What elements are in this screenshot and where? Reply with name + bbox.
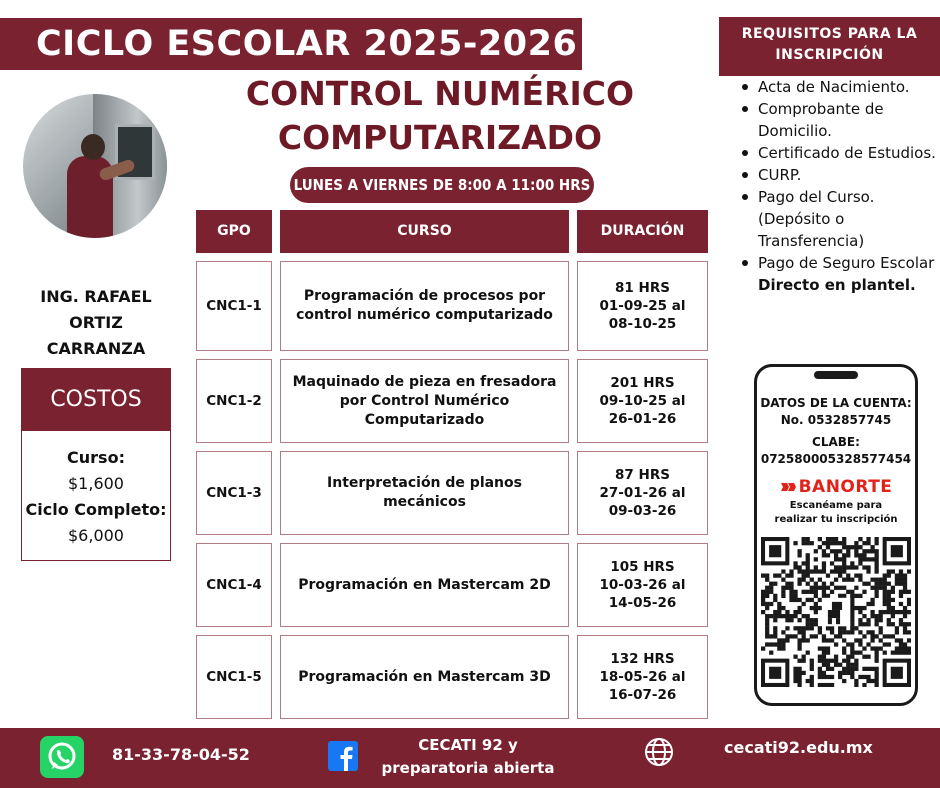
table-row-duration [577, 261, 708, 351]
costs-title: COSTOS [22, 369, 170, 431]
duration-from: 10-03-26 al [599, 577, 686, 593]
list-item: CURP. [738, 164, 938, 186]
course-title [220, 72, 660, 160]
table-header-curso: CURSO [280, 210, 569, 253]
costs-body [22, 431, 170, 549]
list-item: Comprobante de Domicilio. [738, 98, 938, 142]
clabe-block [757, 434, 915, 468]
table-row-gpo: CNC1-1 [196, 261, 272, 351]
schedule-pill: LUNES A VIERNES DE 8:00 A 11:00 HRS [290, 167, 594, 203]
duration-from: 27-01-26 al [599, 485, 686, 501]
duration-to: 09-03-26 [608, 503, 677, 519]
table-row-duration [577, 635, 708, 719]
table-row-curso: Interpretación de planos mecánicos [280, 451, 569, 535]
course-cost-value: $1,600 [68, 474, 124, 493]
requirements-title: REQUISITOS PARA LA INSCRIPCIÓN [719, 17, 940, 76]
website-link[interactable]: cecati92.edu.mx [724, 738, 873, 757]
globe-icon[interactable] [643, 736, 675, 768]
list-item: Pago del Curso. (Depósito o Transferencia) [738, 186, 938, 252]
account-title: DATOS DE LA CUENTA: [760, 396, 912, 410]
qr-code[interactable] [761, 537, 911, 687]
course-cost-label: Curso: [67, 448, 125, 467]
bank-name: BANORTE [798, 477, 893, 497]
phone-mockup [754, 364, 918, 706]
duration-hours: 105 HRS [610, 559, 675, 575]
table-row-curso: Programación de procesos por control numérico computarizado [280, 261, 569, 351]
table-row-duration [577, 359, 708, 443]
cycle-cost-label: Ciclo Completo: [25, 500, 167, 519]
facebook-line2: preparatoria abierta [381, 759, 555, 777]
cycle-cost-value: $6,000 [68, 526, 124, 545]
table-row-curso: Maquinado de pieza en fresadora por Control Numérico Computarizado [280, 359, 569, 443]
table-row-curso: Programación en Mastercam 2D [280, 543, 569, 627]
instructor-photo [23, 94, 167, 238]
list-item: Acta de Nacimiento. [738, 76, 938, 98]
whatsapp-icon[interactable] [40, 736, 84, 778]
banorte-logo-icon [780, 481, 796, 493]
facebook-page[interactable] [368, 734, 568, 780]
scan-text [757, 499, 915, 527]
duration-hours: 132 HRS [610, 651, 675, 667]
duration-to: 16-07-26 [608, 687, 677, 703]
footer-phone[interactable]: 81-33-78-04-52 [112, 745, 250, 764]
duration-from: 09-10-25 al [599, 393, 686, 409]
instructor-name-line1: ING. RAFAEL ORTIZ [40, 287, 152, 332]
table-row-curso: Programación en Mastercam 3D [280, 635, 569, 719]
school-year-banner: CICLO ESCOLAR 2025-2026 [0, 18, 582, 70]
insurance-text: Pago de Seguro Escolar [758, 254, 935, 272]
requirements-list [738, 76, 938, 296]
scan-line2: realizar tu inscripción [774, 514, 898, 525]
duration-to: 08-10-25 [608, 316, 677, 332]
table-row-gpo: CNC1-5 [196, 635, 272, 719]
account-data [757, 395, 915, 429]
footer-bar [0, 728, 940, 788]
duration-hours: 87 HRS [615, 467, 670, 483]
duration-to: 26-01-26 [608, 411, 677, 427]
table-header-gpo: GPO [196, 210, 272, 253]
clabe-label: CLABE: [812, 435, 860, 449]
facebook-icon[interactable] [328, 741, 358, 771]
person-head-shape [81, 134, 105, 160]
list-item [738, 252, 938, 296]
table-row-duration [577, 543, 708, 627]
account-number: No. 0532857745 [780, 413, 892, 427]
duration-to: 14-05-26 [608, 595, 677, 611]
duration-hours: 81 HRS [615, 280, 670, 296]
list-item: Certificado de Estudios. [738, 142, 938, 164]
instructor-name [14, 284, 178, 362]
phone-notch [814, 371, 858, 379]
table-header-duracion: DURACIÓN [577, 210, 708, 253]
duration-from: 18-05-26 al [599, 669, 686, 685]
course-title-line1: CONTROL NUMÉRICO [245, 74, 635, 113]
scan-line1: Escanéame para [789, 500, 883, 511]
clabe-value: 072580005328577454 [760, 452, 912, 466]
facebook-line1: CECATI 92 y [418, 736, 518, 754]
insurance-bold-text: Directo en plantel. [758, 276, 916, 294]
instructor-name-line2: CARRANZA [46, 339, 146, 358]
table-row-duration [577, 451, 708, 535]
duration-hours: 201 HRS [610, 375, 675, 391]
duration-from: 01-09-25 al [599, 298, 686, 314]
table-row-gpo: CNC1-4 [196, 543, 272, 627]
banorte-logo [757, 477, 915, 497]
table-row-gpo: CNC1-2 [196, 359, 272, 443]
table-row-gpo: CNC1-3 [196, 451, 272, 535]
costs-box [21, 368, 171, 561]
course-title-line2: COMPUTARIZADO [277, 118, 603, 157]
